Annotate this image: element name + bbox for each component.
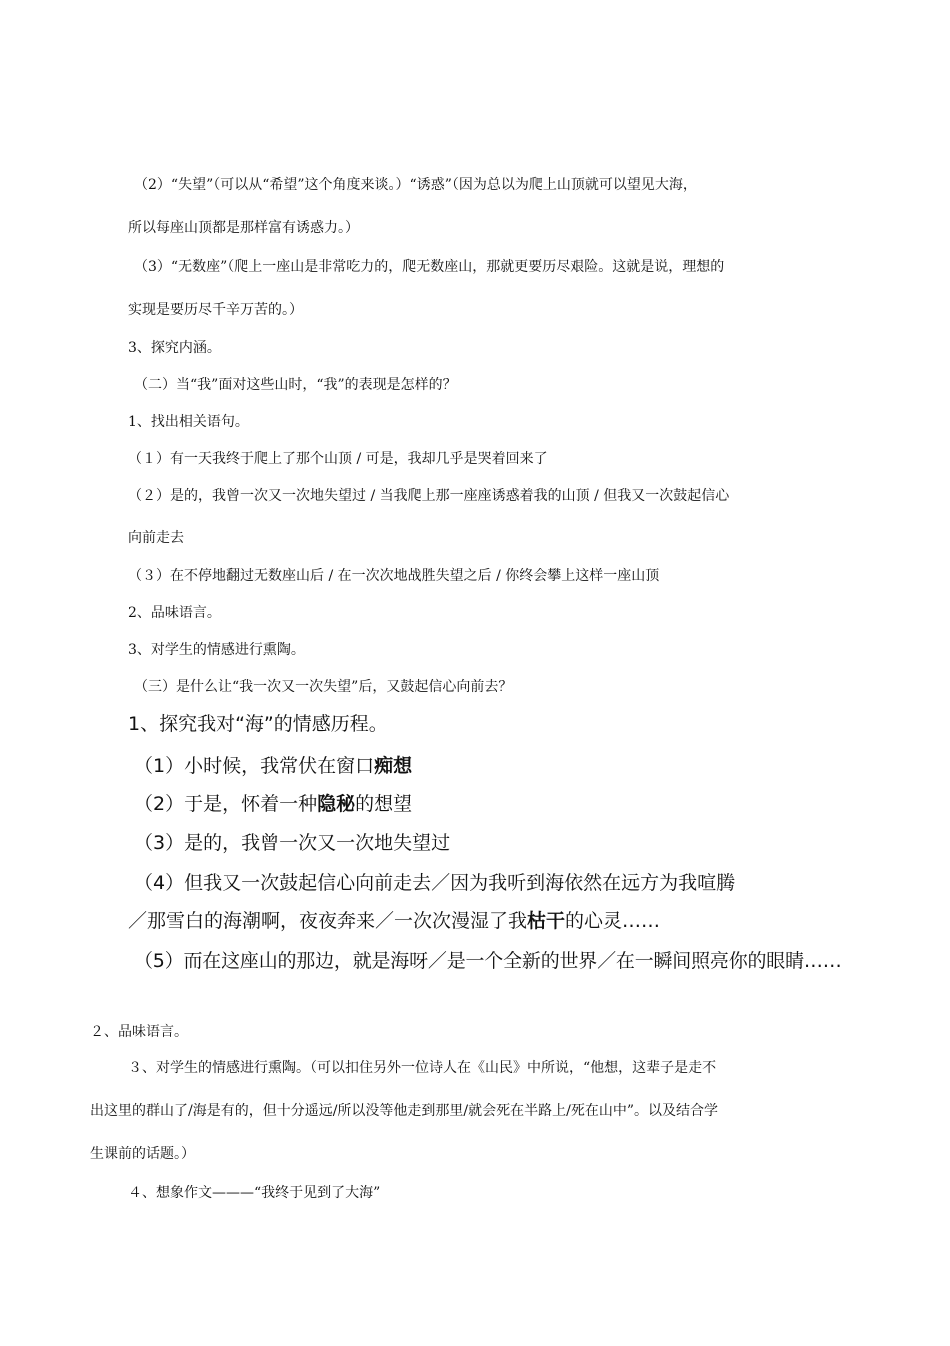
paragraph-line: 向前走去 — [128, 530, 184, 546]
image-item-1 — [134, 753, 412, 779]
image-item-1-text: （1）小时候，我常伏在窗口 — [134, 755, 375, 777]
paragraph-line: （１）有一天我终于爬上了那个山顶 / 可是，我却几乎是哭着回来了 — [128, 451, 548, 467]
image-heading: 1、探究我对“海”的情感历程。 — [128, 713, 388, 735]
paragraph-line: （二）当“我”面对这些山时，“我”的表现是怎样的？ — [134, 377, 457, 393]
paragraph-line: 出这里的群山了/海是有的，但十分遥远/所以没等他走到那里/就会死在半路上/死在山中”。以及结合学 — [90, 1103, 719, 1119]
paragraph-line: （２）是的，我曾一次又一次地失望过 / 当我爬上那一座座诱惑着我的山顶 / 但我又一次鼓起信心 — [128, 488, 730, 504]
image-item-2 — [134, 791, 412, 817]
paragraph-line: 3、对学生的情感进行熏陶。 — [128, 642, 305, 658]
paragraph-line: ２、品味语言。 — [90, 1024, 188, 1040]
paragraph-line: （3）“无数座”（爬上一座山是非常吃力的，爬无数座山，那就更要历尽艰险。这就是说，理想的 — [134, 259, 725, 275]
image-item-2-text: （2）于是，怀着一种 — [134, 793, 318, 815]
image-item-4b-bold: 枯干 — [527, 910, 566, 932]
image-item-4-continued — [128, 908, 660, 934]
image-item-4: （4）但我又一次鼓起信心向前走去／因为我听到海依然在远方为我喧腾 — [134, 872, 736, 894]
image-item-2-tail: 的想望 — [355, 793, 413, 815]
paragraph-line: （３）在不停地翻过无数座山后 / 在一次次地战胜失望之后 / 你终会攀上这样一座山顶 — [128, 568, 660, 584]
paragraph-line: ４、想象作文———“我终于见到了大海” — [128, 1185, 381, 1201]
image-item-2-bold: 隐秘 — [317, 793, 356, 815]
image-item-5: （5）而在这座山的那边，就是海呀／是一个全新的世界／在一瞬间照亮你的眼睛…… — [134, 950, 842, 972]
image-item-1-bold: 痴想 — [374, 755, 413, 777]
paragraph-line: 生课前的话题。） — [90, 1146, 195, 1162]
paragraph-line: 2、品味语言。 — [128, 605, 221, 621]
image-item-4b-tail: 的心灵…… — [565, 910, 661, 932]
paragraph-line: （2）“失望”（可以从“希望”这个角度来谈。）“诱惑”（因为总以为爬上山顶就可以望见大海， — [134, 177, 697, 193]
image-item-4b-text: ／那雪白的海潮啊，夜夜奔来／一次次漫湿了我 — [128, 910, 528, 932]
paragraph-line: 实现是要历尽千辛万苦的。） — [128, 302, 303, 318]
paragraph-line: ３、对学生的情感进行熏陶。（可以扣住另外一位诗人在《山民》中所说，“他想，这辈子是走不 — [128, 1060, 717, 1076]
paragraph-line: 1、找出相关语句。 — [128, 414, 249, 430]
image-item-3: （3）是的，我曾一次又一次地失望过 — [134, 832, 451, 854]
paragraph-line: 3、探究内涵。 — [128, 340, 221, 356]
paragraph-line: 所以每座山顶都是那样富有诱惑力。） — [128, 220, 359, 236]
paragraph-line: （三）是什么让“我一次又一次失望”后，又鼓起信心向前去？ — [134, 679, 513, 695]
